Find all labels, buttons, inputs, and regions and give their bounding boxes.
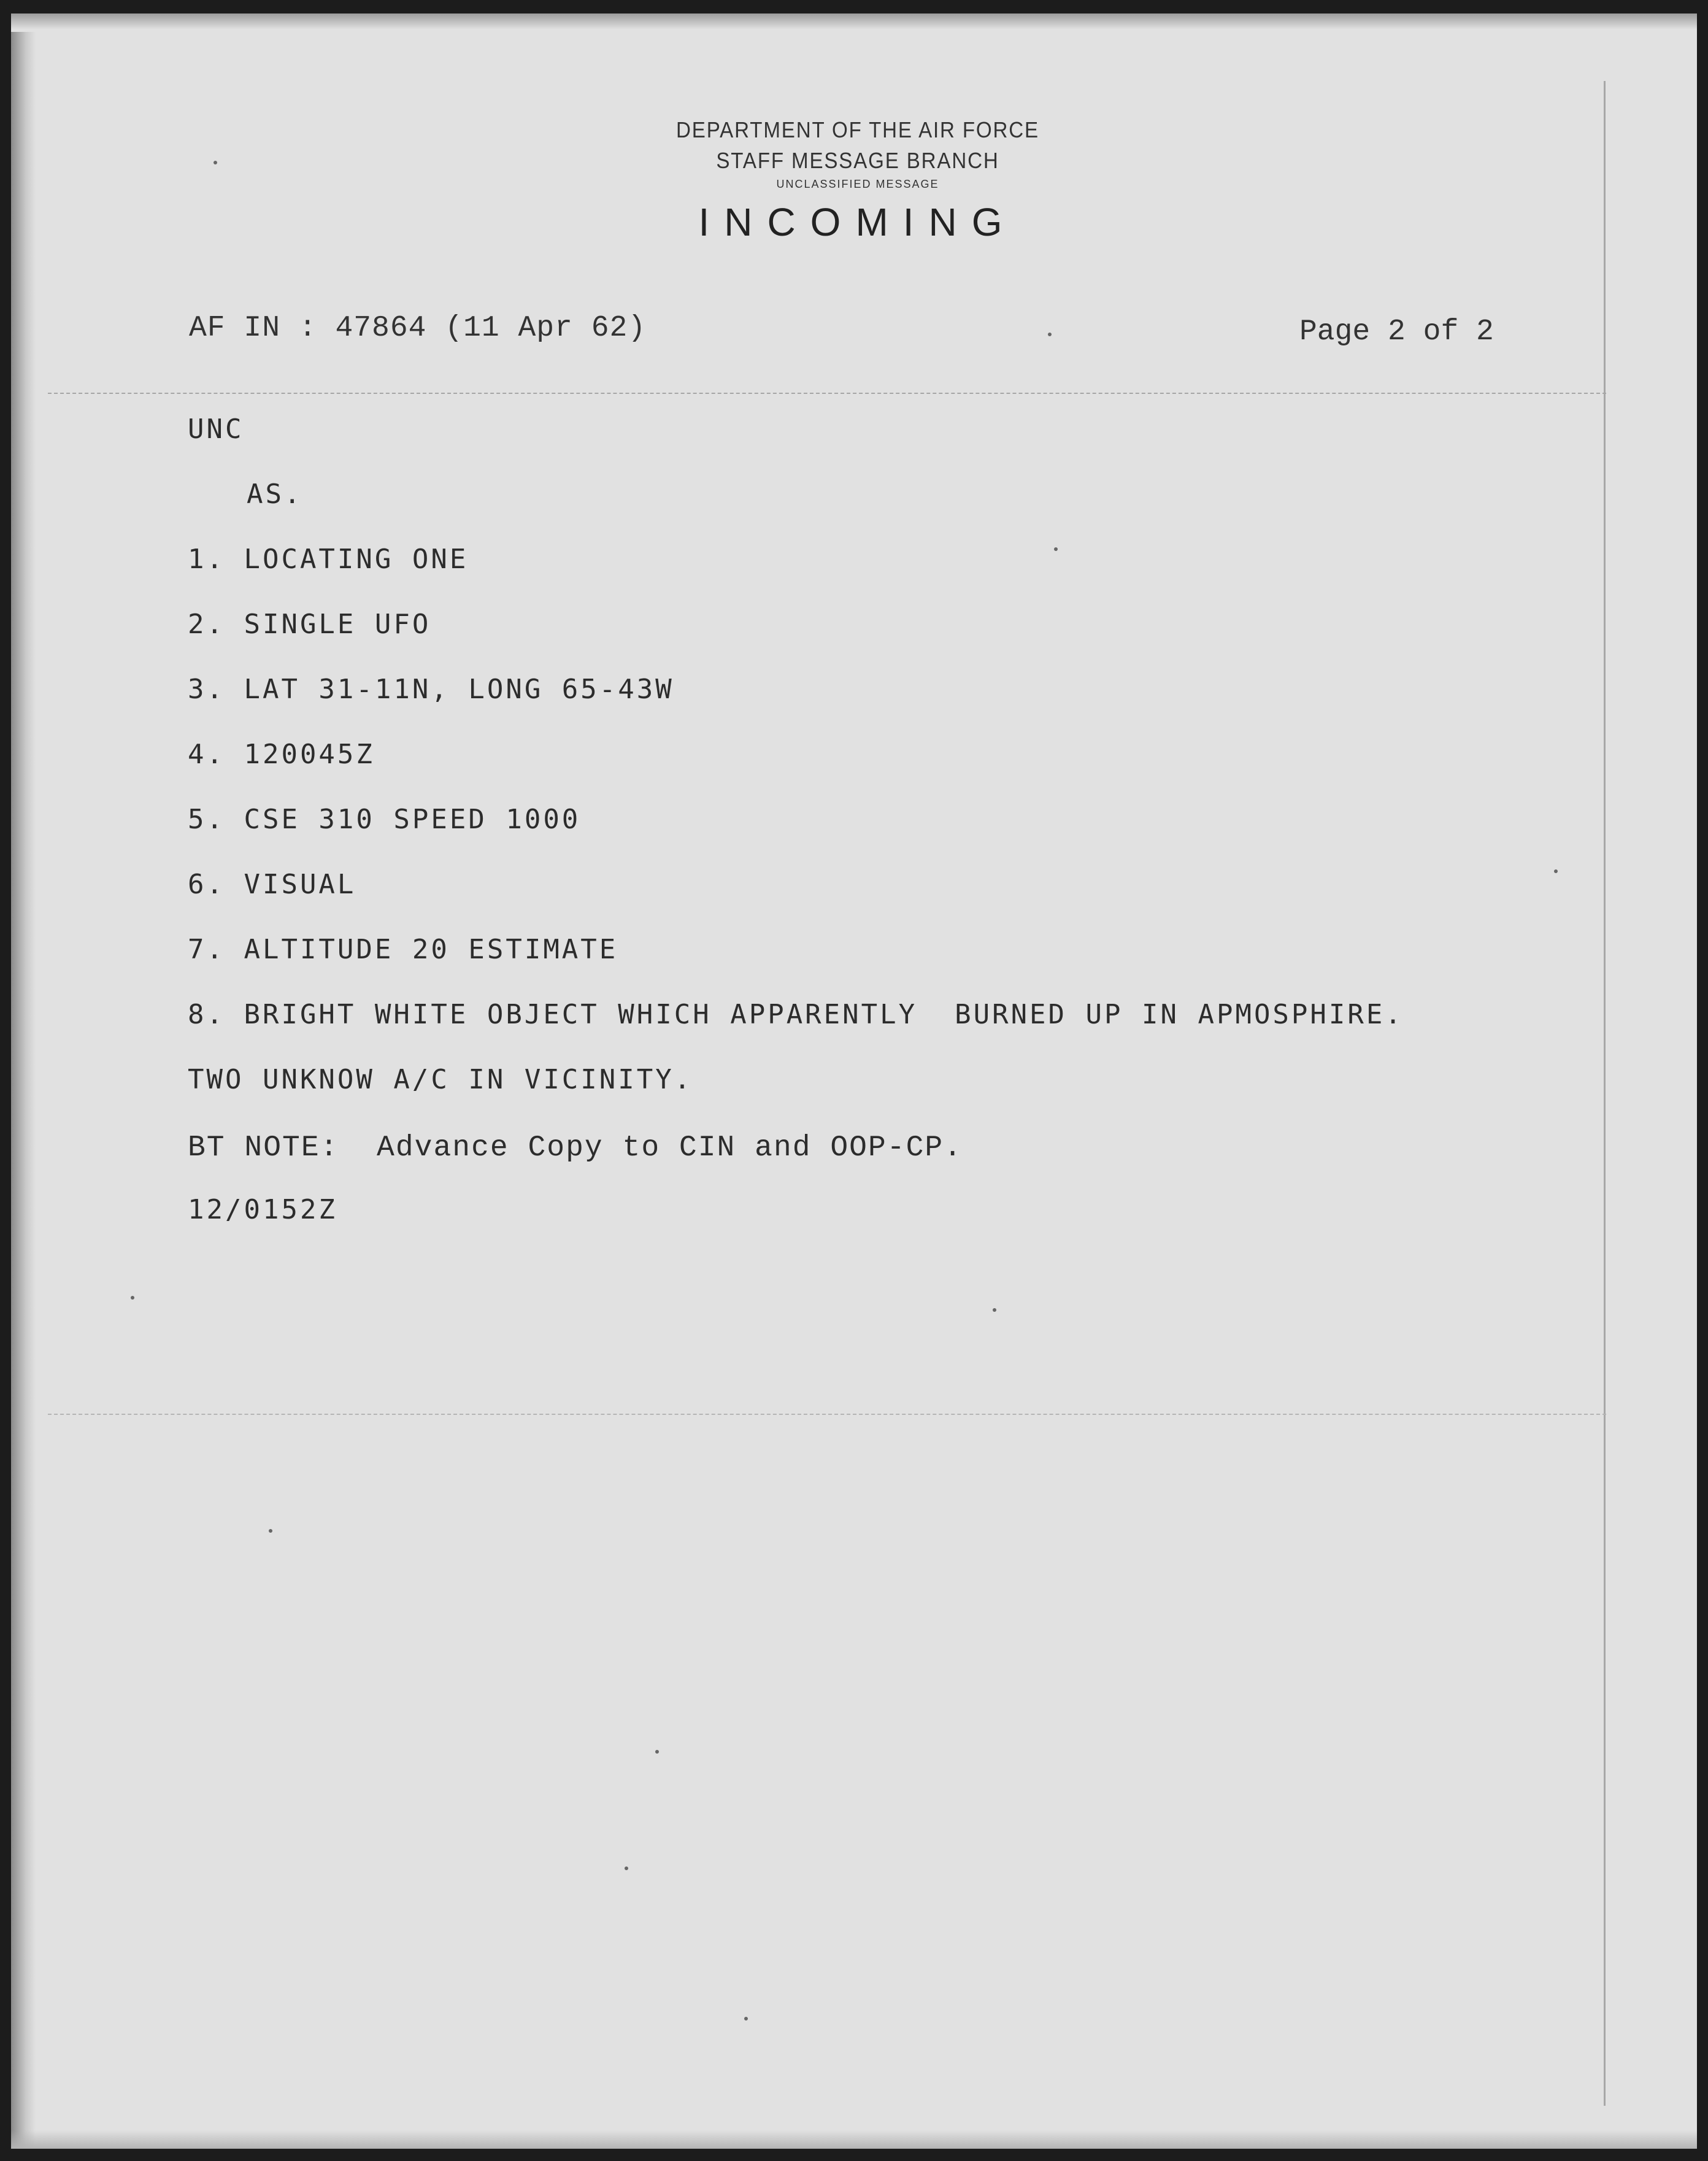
scan-speck [1054,547,1058,551]
department-heading: DEPARTMENT OF THE AIR FORCE [676,117,1039,142]
body-line-unknown-aircraft: TWO UNKNOW A/C IN VICINITY. [188,1064,693,1095]
branch-heading: STAFF MESSAGE BRANCH [716,148,999,173]
body-item-2: 2. SINGLE UFO [188,609,431,640]
scan-speck [214,161,217,164]
body-item-1: 1. LOCATING ONE [188,544,469,575]
page-left-edge [11,32,36,2149]
scan-speck [655,1750,659,1754]
document-page [11,13,1697,2149]
scan-speck [1554,869,1558,873]
fold-line [48,1414,1606,1415]
body-item-4: 4. 120045Z [188,739,375,770]
classification-marker: UNC [188,414,244,445]
header-divider [48,393,1606,394]
page-bottom-edge [11,2130,1697,2149]
scan-speck [131,1296,134,1300]
body-item-8: 8. BRIGHT WHITE OBJECT WHICH APPARENTLY BURNED UP IN APMOSPHIRE. [188,999,1404,1030]
body-line-note: BT NOTE: Advance Copy to CIN and OOP-CP. [188,1131,963,1165]
page-indicator: Page 2 of 2 [1299,315,1494,349]
message-direction-title: INCOMING [698,200,1017,244]
message-header [625,115,1091,250]
scan-speck [744,2017,748,2020]
body-line-dtg: 12/0152Z [188,1194,337,1225]
body-item-7: 7. ALTITUDE 20 ESTIMATE [188,934,618,965]
scan-speck [269,1529,272,1533]
body-line-as: AS. [247,479,303,510]
message-body [188,414,1404,1225]
scan-speck [993,1308,996,1312]
scan-speck [1048,333,1052,336]
body-item-3: 3. LAT 31-11N, LONG 65-43W [188,674,674,705]
body-item-5: 5. CSE 310 SPEED 1000 [188,804,581,835]
classification-label: UNCLASSIFIED MESSAGE [776,178,939,190]
body-item-6: 6. VISUAL [188,869,356,900]
message-reference: AF IN : 47864 (11 Apr 62) [189,312,647,345]
right-margin-rule [1604,81,1606,2106]
scan-speck [625,1866,628,1870]
page-top-edge [11,13,1697,29]
